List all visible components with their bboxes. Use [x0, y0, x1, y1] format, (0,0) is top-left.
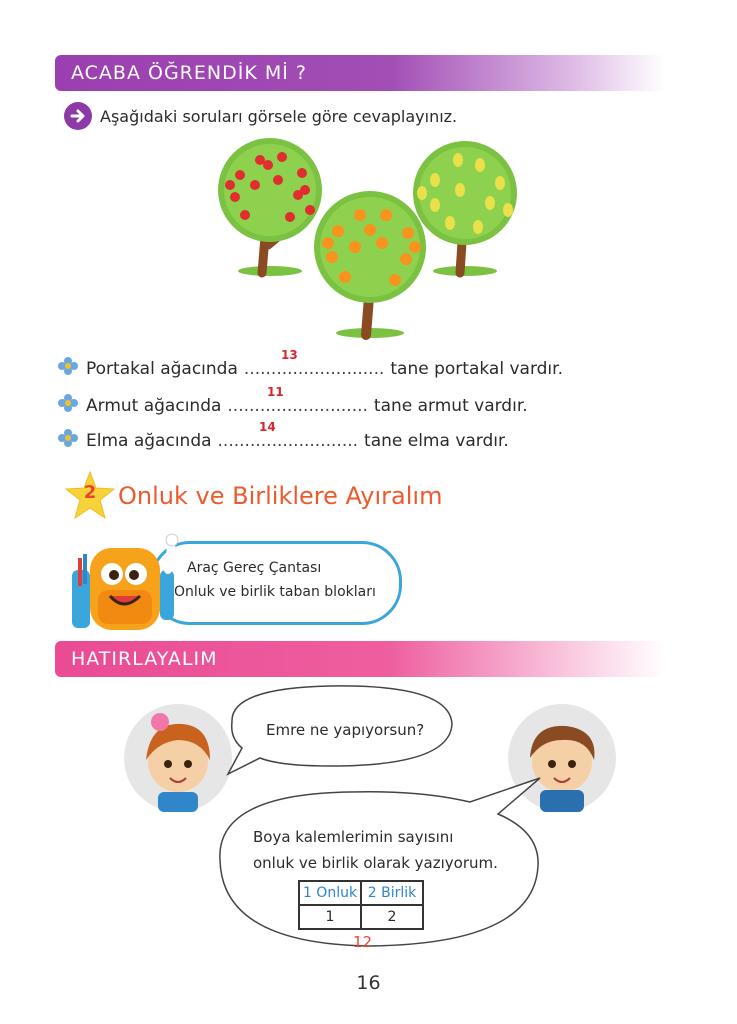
header-birlik: 2 Birlik: [361, 881, 423, 905]
apple-tree-icon: [218, 138, 322, 276]
tools-subtitle: Onluk ve birlik taban blokları: [174, 584, 376, 600]
question-suffix: tane elma vardır.: [364, 430, 509, 451]
question-prefix: Armut ağacında: [86, 395, 222, 416]
backpack-mascot-icon: [68, 530, 188, 635]
fruit-trees-illustration: [210, 135, 530, 345]
question-prefix: Elma ağacında: [86, 430, 212, 451]
instruction: [64, 102, 457, 130]
arrow-right-icon: [64, 102, 92, 130]
question-prefix: Portakal ağacında: [86, 358, 238, 379]
place-value-table: [298, 880, 424, 930]
section-heading: [64, 470, 442, 522]
flower-bullet-icon: [56, 357, 80, 380]
boy-speech-line-1: Boya kalemlerimin sayısını: [253, 828, 454, 846]
question-suffix: tane armut vardır.: [373, 395, 528, 416]
question-row-armut: [56, 394, 528, 417]
girl-speech-text: Emre ne yapıyorsun?: [266, 721, 425, 739]
answer-elma: 14: [259, 420, 276, 434]
page-number: 16: [356, 972, 381, 994]
section-banner-acaba-ogrendik-mi: [55, 55, 665, 91]
answer-blank[interactable]: ..........................: [227, 395, 368, 416]
banner-label: HATIRLAYALIM: [71, 648, 218, 670]
answer-blank[interactable]: ..........................: [217, 430, 359, 451]
answer-armut: 11: [267, 385, 284, 399]
banner-label: ACABA ÖĞRENDİK Mİ ?: [71, 62, 307, 84]
tools-title: Araç Gereç Çantası: [187, 560, 322, 576]
header-onluk: 1 Onluk: [299, 881, 361, 905]
answer-portakal: 13: [281, 348, 298, 362]
boy-avatar-icon: [508, 704, 616, 812]
girl-avatar-icon: [124, 704, 232, 812]
question-suffix: tane portakal vardır.: [390, 358, 563, 379]
value-onluk: 1: [299, 905, 361, 929]
star-icon: [64, 470, 116, 522]
section-banner-hatirlayalim: [55, 641, 665, 677]
flower-bullet-icon: [56, 429, 80, 452]
answer-blank[interactable]: ..........................: [243, 358, 385, 379]
total-number: 12: [353, 933, 373, 951]
boy-speech-line-2: onluk ve birlik olarak yazıyorum.: [253, 854, 498, 872]
question-row-elma: [56, 429, 509, 452]
pear-tree-icon: [413, 141, 517, 276]
flower-bullet-icon: [56, 394, 80, 417]
orange-tree-icon: [314, 191, 426, 338]
section-title: Onluk ve Birliklere Ayıralım: [118, 482, 443, 510]
value-birlik: 2: [361, 905, 423, 929]
question-row-portakal: [56, 357, 563, 380]
instruction-text: Aşağıdaki soruları görsele göre cevaplayınız.: [100, 106, 458, 126]
section-number: 2: [83, 482, 97, 503]
